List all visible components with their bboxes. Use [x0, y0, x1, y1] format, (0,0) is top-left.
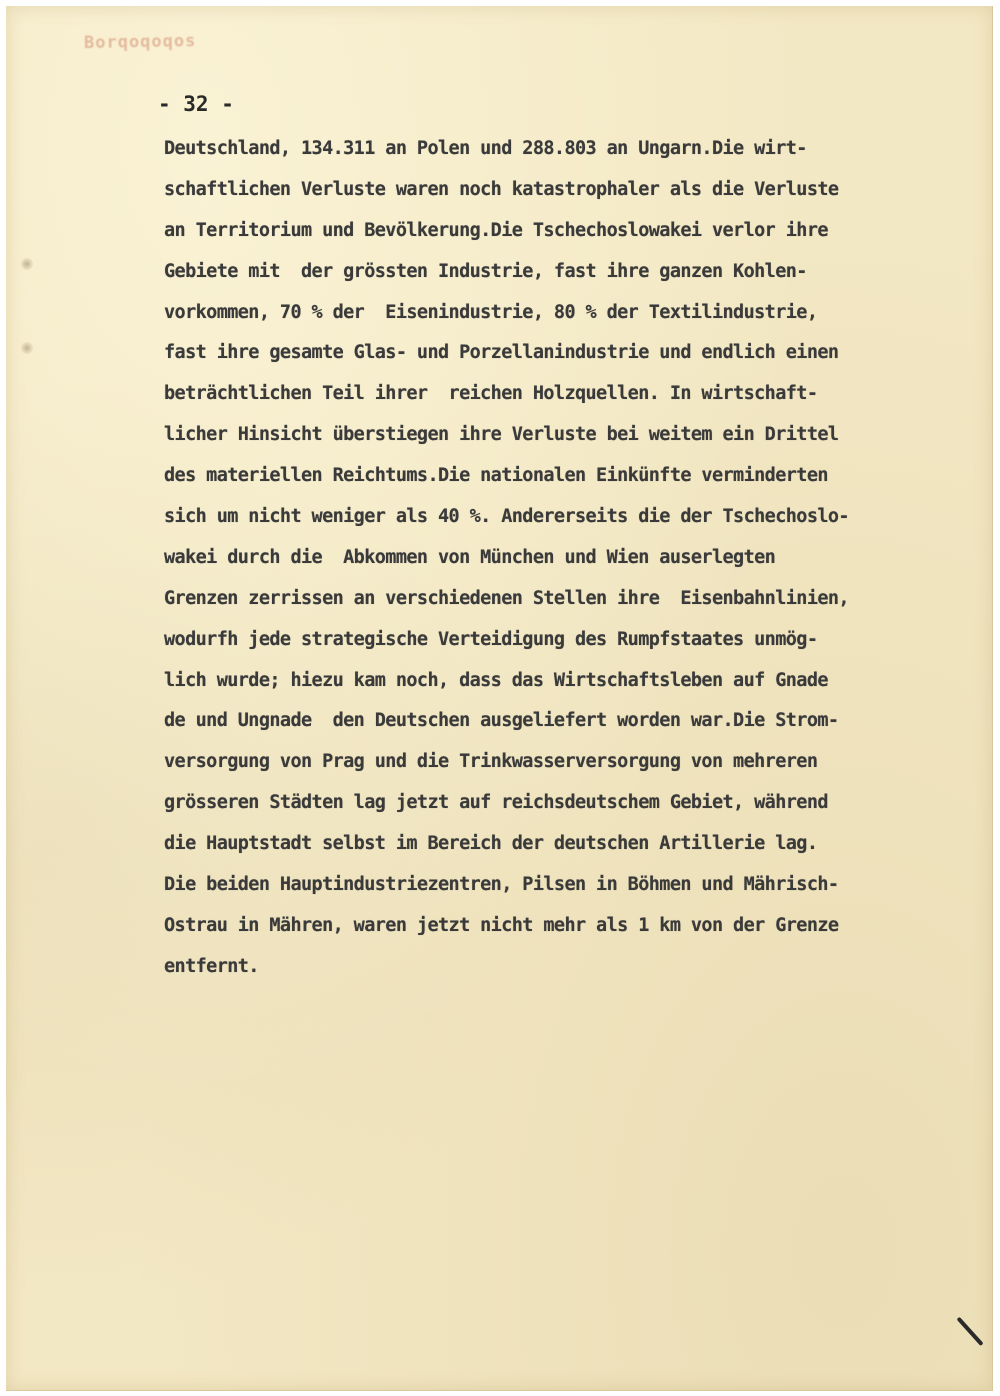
text-line: grösseren Städten lag jetzt auf reichsdeutschem Gebiet, während	[164, 792, 828, 814]
text-line: Grenzen zerrissen an verschiedenen Stellen ihre Eisenbahnlinien,	[164, 587, 849, 609]
document-page	[6, 6, 993, 1391]
punch-hole-mark	[21, 342, 33, 354]
stamp-text: Borqoqoqos	[83, 31, 197, 54]
text-line: schaftlichen Verluste waren noch katastrophaler als die Verluste	[164, 178, 839, 200]
page-number: - 32 -	[158, 92, 234, 116]
text-line: Ostrau in Mähren, waren jetzt nicht mehr als 1 km von der Grenze	[164, 914, 839, 936]
text-line: versorgung von Prag und die Trinkwasserversorgung von mehreren	[164, 751, 818, 773]
text-line: Die beiden Hauptindustriezentren, Pilsen in Böhmen und Mährisch-	[164, 874, 839, 896]
typewritten-body	[164, 134, 964, 993]
punch-hole-mark	[21, 258, 33, 270]
text-line: beträchtlichen Teil ihrer reichen Holzquellen. In wirtschaft-	[164, 383, 818, 405]
text-line: entfernt.	[164, 955, 259, 977]
text-line: an Territorium und Bevölkerung.Die Tschechoslowakei verlor ihre	[164, 219, 828, 241]
text-line: Gebiete mit der grössten Industrie, fast ihre ganzen Kohlen-	[164, 260, 807, 282]
text-line: des materiellen Reichtums.Die nationalen Einkünfte verminderten	[164, 465, 828, 487]
faded-stamp	[84, 31, 216, 55]
pen-mark	[957, 1317, 984, 1346]
text-line: vorkommen, 70 % der Eisenindustrie, 80 % der Textilindustrie,	[164, 301, 818, 323]
text-line: de und Ungnade den Deutschen ausgeliefert worden war.Die Strom-	[164, 710, 839, 732]
text-line: lich wurde; hiezu kam noch, dass das Wirtschaftsleben auf Gnade	[164, 669, 828, 691]
text-line: die Hauptstadt selbst im Bereich der deutschen Artillerie lag.	[164, 833, 818, 855]
text-line: Deutschland, 134.311 an Polen und 288.803 an Ungarn.Die wirt-	[164, 138, 807, 159]
text-line: wakei durch die Abkommen von München und Wien auserlegten	[164, 546, 776, 568]
text-line: sich um nicht weniger als 40 %. Andererseits die der Tschechoslo-	[164, 506, 849, 528]
text-line: wodurfh jede strategische Verteidigung des Rumpfstaates unmög-	[164, 628, 818, 650]
text-line: fast ihre gesamte Glas- und Porzellanindustrie und endlich einen	[164, 342, 839, 364]
text-line: licher Hinsicht überstiegen ihre Verluste bei weitem ein Drittel	[164, 424, 839, 446]
